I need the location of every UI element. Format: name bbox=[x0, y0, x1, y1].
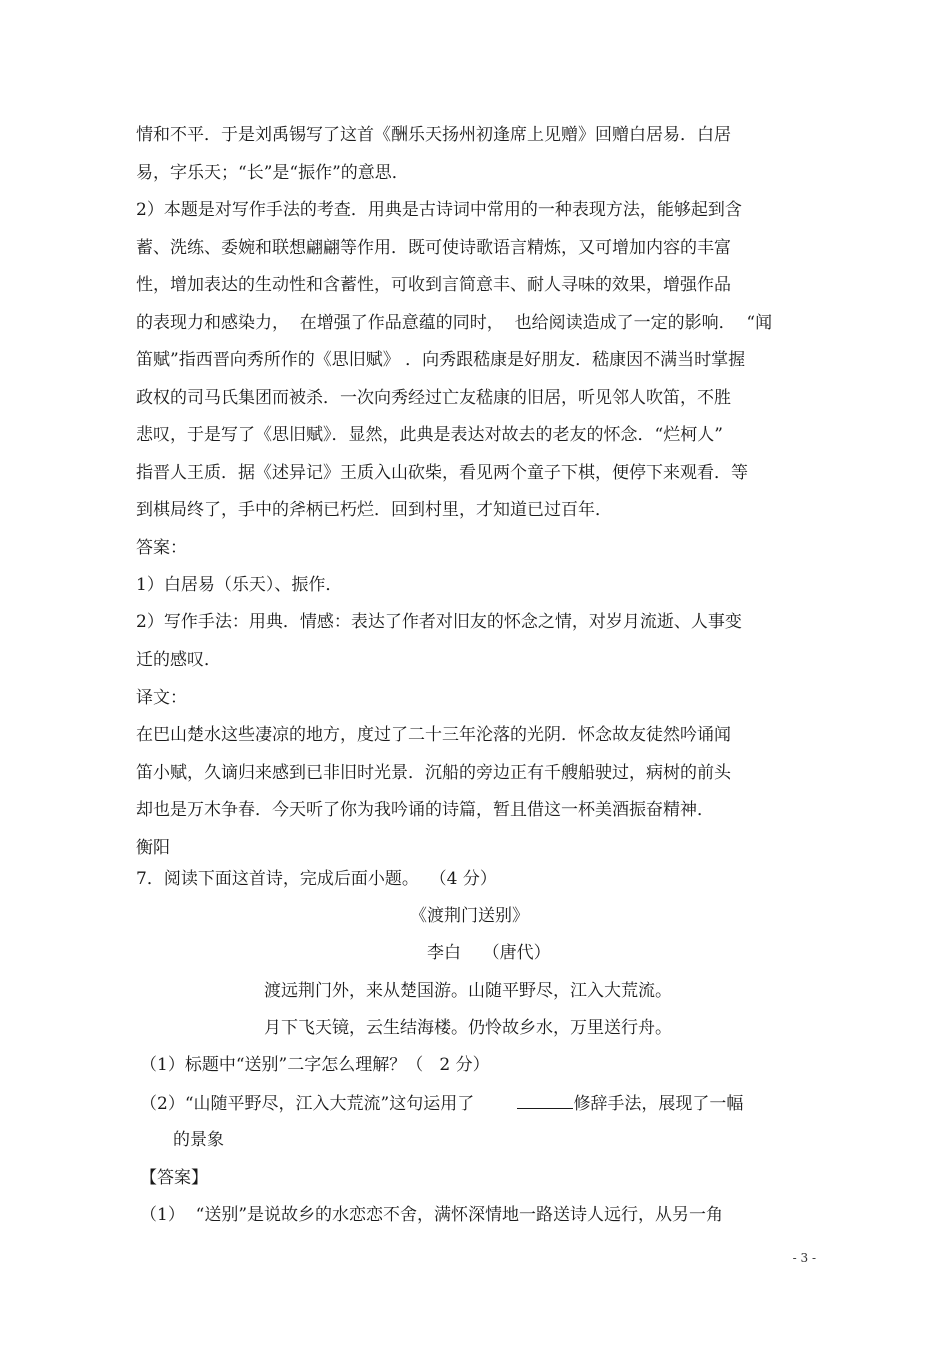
text-line: 政权的司马氏集团而被杀．一次向秀经过亡友嵇康的旧居，听见邻人吹笛，不胜 bbox=[136, 388, 731, 408]
text-line: 衡阳 bbox=[136, 838, 170, 858]
text-line: 悲叹，于是写了《思旧赋》．显然，此典是表达对故去的老友的怀念．“烂柯人” bbox=[136, 425, 723, 445]
question-1: （1）标题中“送别”二字怎么理解？（ 2 分） bbox=[140, 1055, 490, 1075]
text-line: 易，字乐天；“长”是“振作”的意思． bbox=[136, 163, 409, 183]
text-line: 的表现力和感染力， 在增强了作品意蕴的同时， 也给阅读造成了一定的影响． “闻 bbox=[136, 313, 773, 333]
answer-blank[interactable] bbox=[517, 1092, 573, 1109]
text-line: 却也是万木争春．今天听了你为我吟诵的诗篇，暂且借这一杯美酒振奋精神． bbox=[136, 800, 714, 820]
text-line: 性，增加表达的生动性和含蓄性，可收到言简意丰、耐人寻味的效果，增强作品 bbox=[136, 275, 731, 295]
text-line: 迁的感叹． bbox=[136, 650, 221, 670]
page-number: - 3 - bbox=[792, 1251, 816, 1265]
text-line: 蓄、洗练、委婉和联想翩翩等作用．既可使诗歌语言精炼，又可增加内容的丰富 bbox=[136, 238, 731, 258]
answer-label: 答案： bbox=[136, 538, 187, 558]
poem-line: 渡远荆门外，来从楚国游。山随平野尽，江入大荒流。 bbox=[264, 981, 672, 1001]
text-line: 笛赋”指西晋向秀所作的《思旧赋》 ．向秀跟嵇康是好朋友．嵇康因不满当时掌握 bbox=[136, 350, 746, 370]
text-line: 到棋局终了，手中的斧柄已朽烂．回到村里，才知道已过百年． bbox=[136, 500, 612, 520]
poem-line: 月下飞天镜，云生结海楼。仍怜故乡水，万里送行舟。 bbox=[264, 1018, 672, 1038]
poem-title: 《渡荆门送别》 bbox=[410, 906, 529, 926]
question-2: （2）“山随平野尽，江入大荒流”这句运用了 修辞手法，展现了一幅 bbox=[140, 1094, 744, 1114]
text-line: 2）写作手法：用典．情感：表达了作者对旧友的怀念之情，对岁月流逝、人事变 bbox=[136, 612, 742, 632]
answer-line: （1） “送别”是说故乡的水恋恋不舍，满怀深情地一路送诗人远行，从另一角 bbox=[140, 1205, 724, 1225]
poem-author: 李白 （唐代） bbox=[427, 943, 551, 963]
text-line: 情和不平．于是刘禹锡写了这首《酬乐天扬州初逢席上见赠》回赠白居易．白居 bbox=[136, 125, 731, 145]
text-line: 2）本题是对写作手法的考查．用典是古诗词中常用的一种表现方法，能够起到含 bbox=[136, 200, 742, 220]
text-line: 指晋人王质．据《述异记》王质入山砍柴，看见两个童子下棋，便停下来观看．等 bbox=[136, 463, 748, 483]
text-line: 1）白居易（乐天）、振作． bbox=[136, 575, 343, 595]
translation-label: 译文： bbox=[136, 688, 187, 708]
text-line: 笛小赋，久谪归来感到已非旧时光景．沉船的旁边正有千艘船驶过，病树的前头 bbox=[136, 763, 731, 783]
text-line: 在巴山楚水这些凄凉的地方，度过了二十三年沦落的光阴．怀念故友徒然吟诵闻 bbox=[136, 725, 731, 745]
question-heading: 7．阅读下面这首诗，完成后面小题。 （4 分） bbox=[136, 869, 497, 889]
question-2-continued: 的景象 bbox=[173, 1130, 224, 1150]
answer-heading: 【答案】 bbox=[140, 1168, 208, 1188]
